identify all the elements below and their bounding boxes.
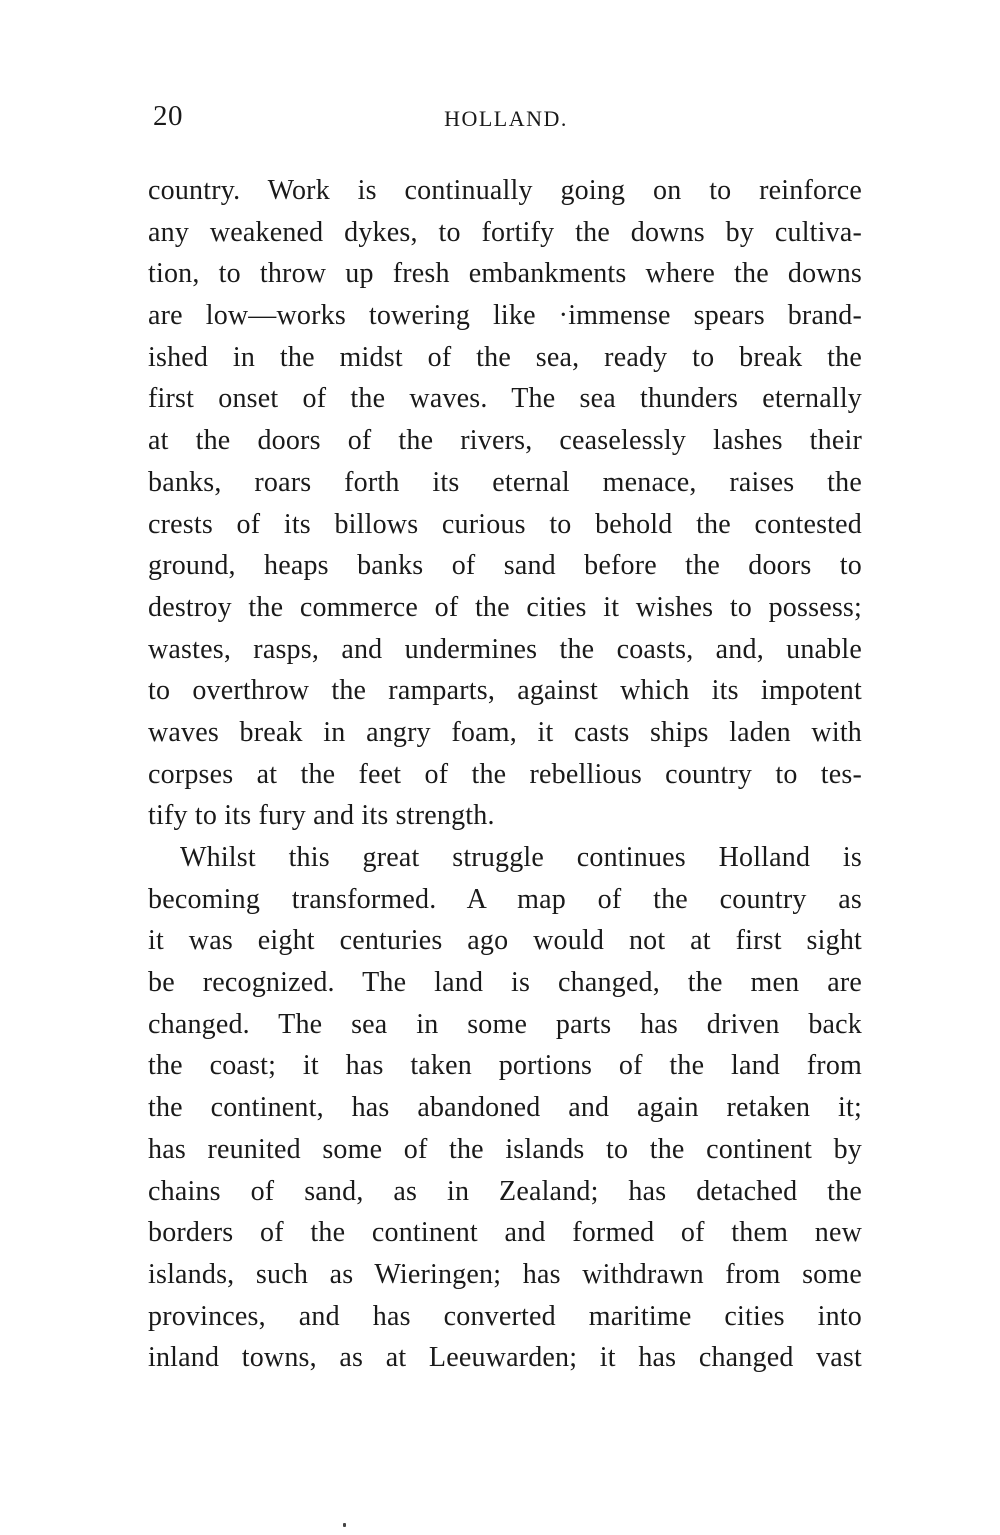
- text-line: waves break in angry foam, it casts ships laden with: [148, 716, 862, 748]
- text-line: wastes, rasps, and undermines the coasts, and, unable: [148, 633, 862, 665]
- paragraph-2: [148, 837, 862, 1379]
- text-line: Whilst this great struggle continues Holland is: [180, 842, 862, 873]
- ink-speck: [343, 1523, 346, 1527]
- text-line: banks, roars forth its eternal menace, raises the: [148, 466, 862, 498]
- text-line: the coast; it has taken portions of the land from: [148, 1050, 862, 1082]
- text-line: first onset of the waves. The sea thunders eternally: [148, 383, 862, 415]
- text-line: inland towns, as at Leeuwarden; it has changed vast: [148, 1342, 862, 1374]
- running-head: [150, 100, 862, 140]
- running-title: HOLLAND.: [444, 106, 568, 131]
- text-line: tion, to throw up fresh embankments where the downs: [148, 258, 862, 290]
- text-line: at the doors of the rivers, ceaselessly lashes their: [148, 425, 862, 457]
- text-line: becoming transformed. A map of the country as: [148, 883, 862, 915]
- text-line: any weakened dykes, to fortify the downs by cultiva-: [148, 216, 862, 248]
- text-line: destroy the commerce of the cities it wishes to possess;: [148, 591, 862, 623]
- body-text: [148, 170, 862, 1379]
- text-line: has reunited some of the islands to the continent by: [148, 1133, 862, 1165]
- text-line: chains of sand, as in Zealand; has detached the: [148, 1175, 862, 1207]
- text-line: provinces, and has converted maritime cities into: [148, 1300, 862, 1332]
- text-line: crests of its billows curious to behold the contested: [148, 508, 862, 540]
- text-line: the continent, has abandoned and again retaken it;: [148, 1092, 862, 1124]
- text-line: ished in the midst of the sea, ready to break the: [148, 341, 862, 373]
- text-line: are low—works towering like ·immense spears brand-: [148, 300, 862, 332]
- text-line: country. Work is continually going on to reinforce: [148, 175, 862, 206]
- text-line: islands, such as Wieringen; has withdrawn from some: [148, 1258, 862, 1290]
- paragraph-1: [148, 170, 862, 837]
- text-line: ground, heaps banks of sand before the doors to: [148, 550, 862, 582]
- text-line: to overthrow the ramparts, against which its impotent: [148, 675, 862, 707]
- text-line: changed. The sea in some parts has driven back: [148, 1008, 862, 1040]
- text-line: tify to its fury and its strength.: [148, 800, 495, 832]
- page-number: 20: [153, 100, 183, 132]
- text-line: it was eight centuries ago would not at first sight: [148, 925, 862, 957]
- text-line: corpses at the feet of the rebellious country to tes-: [148, 758, 862, 790]
- text-line: be recognized. The land is changed, the men are: [148, 967, 862, 999]
- text-line: borders of the continent and formed of them new: [148, 1217, 862, 1249]
